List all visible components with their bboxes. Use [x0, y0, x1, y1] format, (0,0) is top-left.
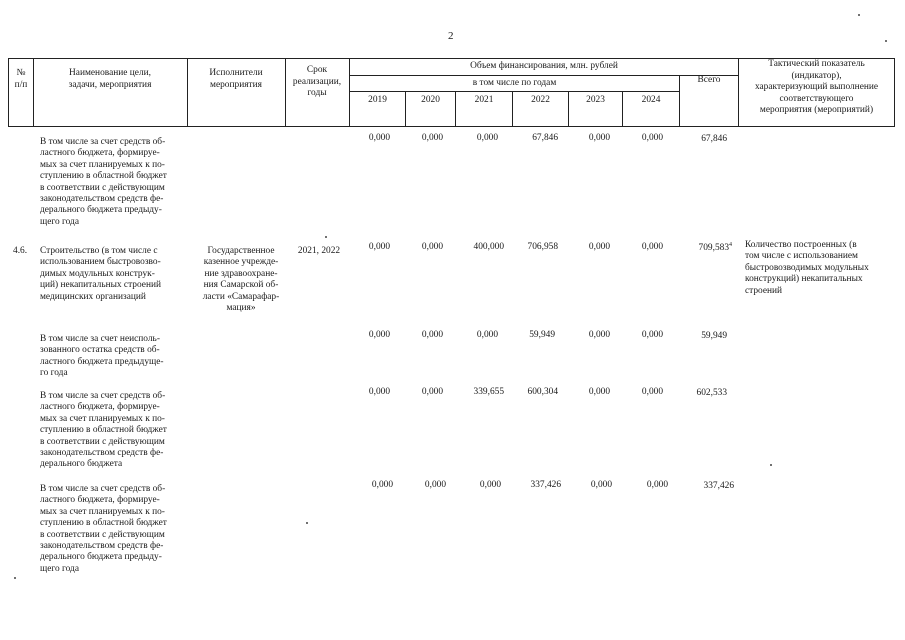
- row-name: В том числе за счет средств об- ластного бюджета, формируе- мых за счет планируемых к по- ступлению в областной бюджет в соответствии с действующим законодательством средств фе- дерального бюджета предыду- щего года: [40, 137, 167, 227]
- value-2023: 0,000: [588, 387, 610, 397]
- value-2023: 0,000: [588, 242, 610, 252]
- value-2020: 0,000: [421, 133, 443, 143]
- value-2020: 0,000: [421, 387, 443, 397]
- header-col-number: № п/п: [14, 68, 28, 90]
- value-total: 602,533: [696, 388, 727, 399]
- scan-speck: [858, 14, 860, 16]
- scan-speck: [770, 464, 772, 466]
- value-2023: 0,000: [588, 133, 610, 143]
- header-col-funding: Объем финансирования, млн. рублей: [470, 61, 618, 71]
- header-col-name: Наименование цели, задачи, мероприятия: [68, 68, 152, 90]
- row-name: В том числе за счет средств об- ластного бюджета, формируе- мых за счет планируемых к по- ступлению в областной бюджет в соответствии с действующим законодательством средств фе- дерального бюджета предыду- щего года: [40, 484, 167, 574]
- value-2021: 0,000: [476, 330, 498, 340]
- row-executor: Государственное казенное учрежде- ние здравоохране- ния Самарской об- ласти «Самарафар- мация»: [202, 246, 280, 314]
- value-2024: 0,000: [641, 387, 663, 397]
- value-2021: 339,655: [473, 387, 504, 397]
- value-2023: 0,000: [588, 330, 610, 340]
- header-col-by-year: в том числе по годам: [472, 78, 557, 88]
- value-2022: 67,846: [532, 133, 558, 143]
- scan-speck: [14, 577, 16, 579]
- row-period: 2021, 2022: [297, 246, 341, 256]
- value-2022: 600,304: [527, 387, 558, 397]
- row-number: 4.6.: [13, 246, 28, 256]
- header-year: 2023: [586, 95, 605, 105]
- scan-speck: [306, 522, 308, 524]
- value-2021: 400,000: [473, 242, 504, 252]
- row-indicator: Количество построенных (в том числе с использованием быстровозводимых модульных конструкций) некапитальных строений: [745, 240, 869, 296]
- value-total: 67,846: [701, 134, 727, 145]
- value-2020: 0,000: [424, 480, 446, 490]
- value-2019: 0,000: [368, 133, 390, 143]
- scan-speck: [885, 40, 887, 42]
- value-2024: 0,000: [641, 133, 663, 143]
- value-2021: 0,000: [476, 133, 498, 143]
- value-2023: 0,000: [590, 480, 612, 490]
- value-2024: 0,000: [641, 330, 663, 340]
- value-2019: 0,000: [371, 480, 393, 490]
- value-total: 709,583$^4$: [698, 242, 732, 254]
- header-year: 2019: [368, 95, 387, 105]
- value-2024: 0,000: [646, 480, 668, 490]
- header-col-period: Срок реализации, годы: [292, 65, 342, 98]
- value-2020: 0,000: [421, 242, 443, 252]
- value-2022: 706,958: [527, 242, 558, 252]
- value-2021: 0,000: [479, 480, 501, 490]
- header-year: 2022: [531, 95, 550, 105]
- header-col-indicator: Тактический показатель (индикатор), характеризующий выполнение соответствующего мероприятия (мероприятий): [754, 59, 879, 115]
- value-2019: 0,000: [368, 242, 390, 252]
- header-year: 2021: [474, 95, 494, 105]
- header-year: 2024: [641, 95, 661, 105]
- value-total: 337,426: [703, 481, 734, 492]
- row-name: Строительство (в том числе с использованием быстровозво- димых модульных конструк- ций) некапитальных строений медицинских организаций: [40, 246, 162, 302]
- value-2022: 337,426: [530, 480, 561, 490]
- value-2019: 0,000: [368, 387, 390, 397]
- value-2019: 0,000: [368, 330, 390, 340]
- header-year: 2020: [421, 95, 440, 105]
- row-name: В том числе за счет средств об- ластного бюджета, формируе- мых за счет планируемых к по- ступлению в областной бюджет в соответствии с действующим законодательством средств фе- дерального бюджета: [40, 391, 167, 470]
- value-2022: 59,949: [529, 330, 555, 340]
- scan-speck: [325, 236, 327, 238]
- header-col-executor: Исполнители мероприятия: [209, 68, 263, 90]
- value-total: 59,949: [701, 331, 727, 342]
- page-number: 2: [448, 30, 454, 42]
- row-name: В том числе за счет неисполь- зованного остатка средств об- ластного бюджета предыдуще- го года: [40, 334, 164, 379]
- value-2024: 0,000: [641, 242, 663, 252]
- footnote-marker: 4: [729, 242, 732, 248]
- header-col-total: Всего: [697, 75, 721, 85]
- value-2020: 0,000: [421, 330, 443, 340]
